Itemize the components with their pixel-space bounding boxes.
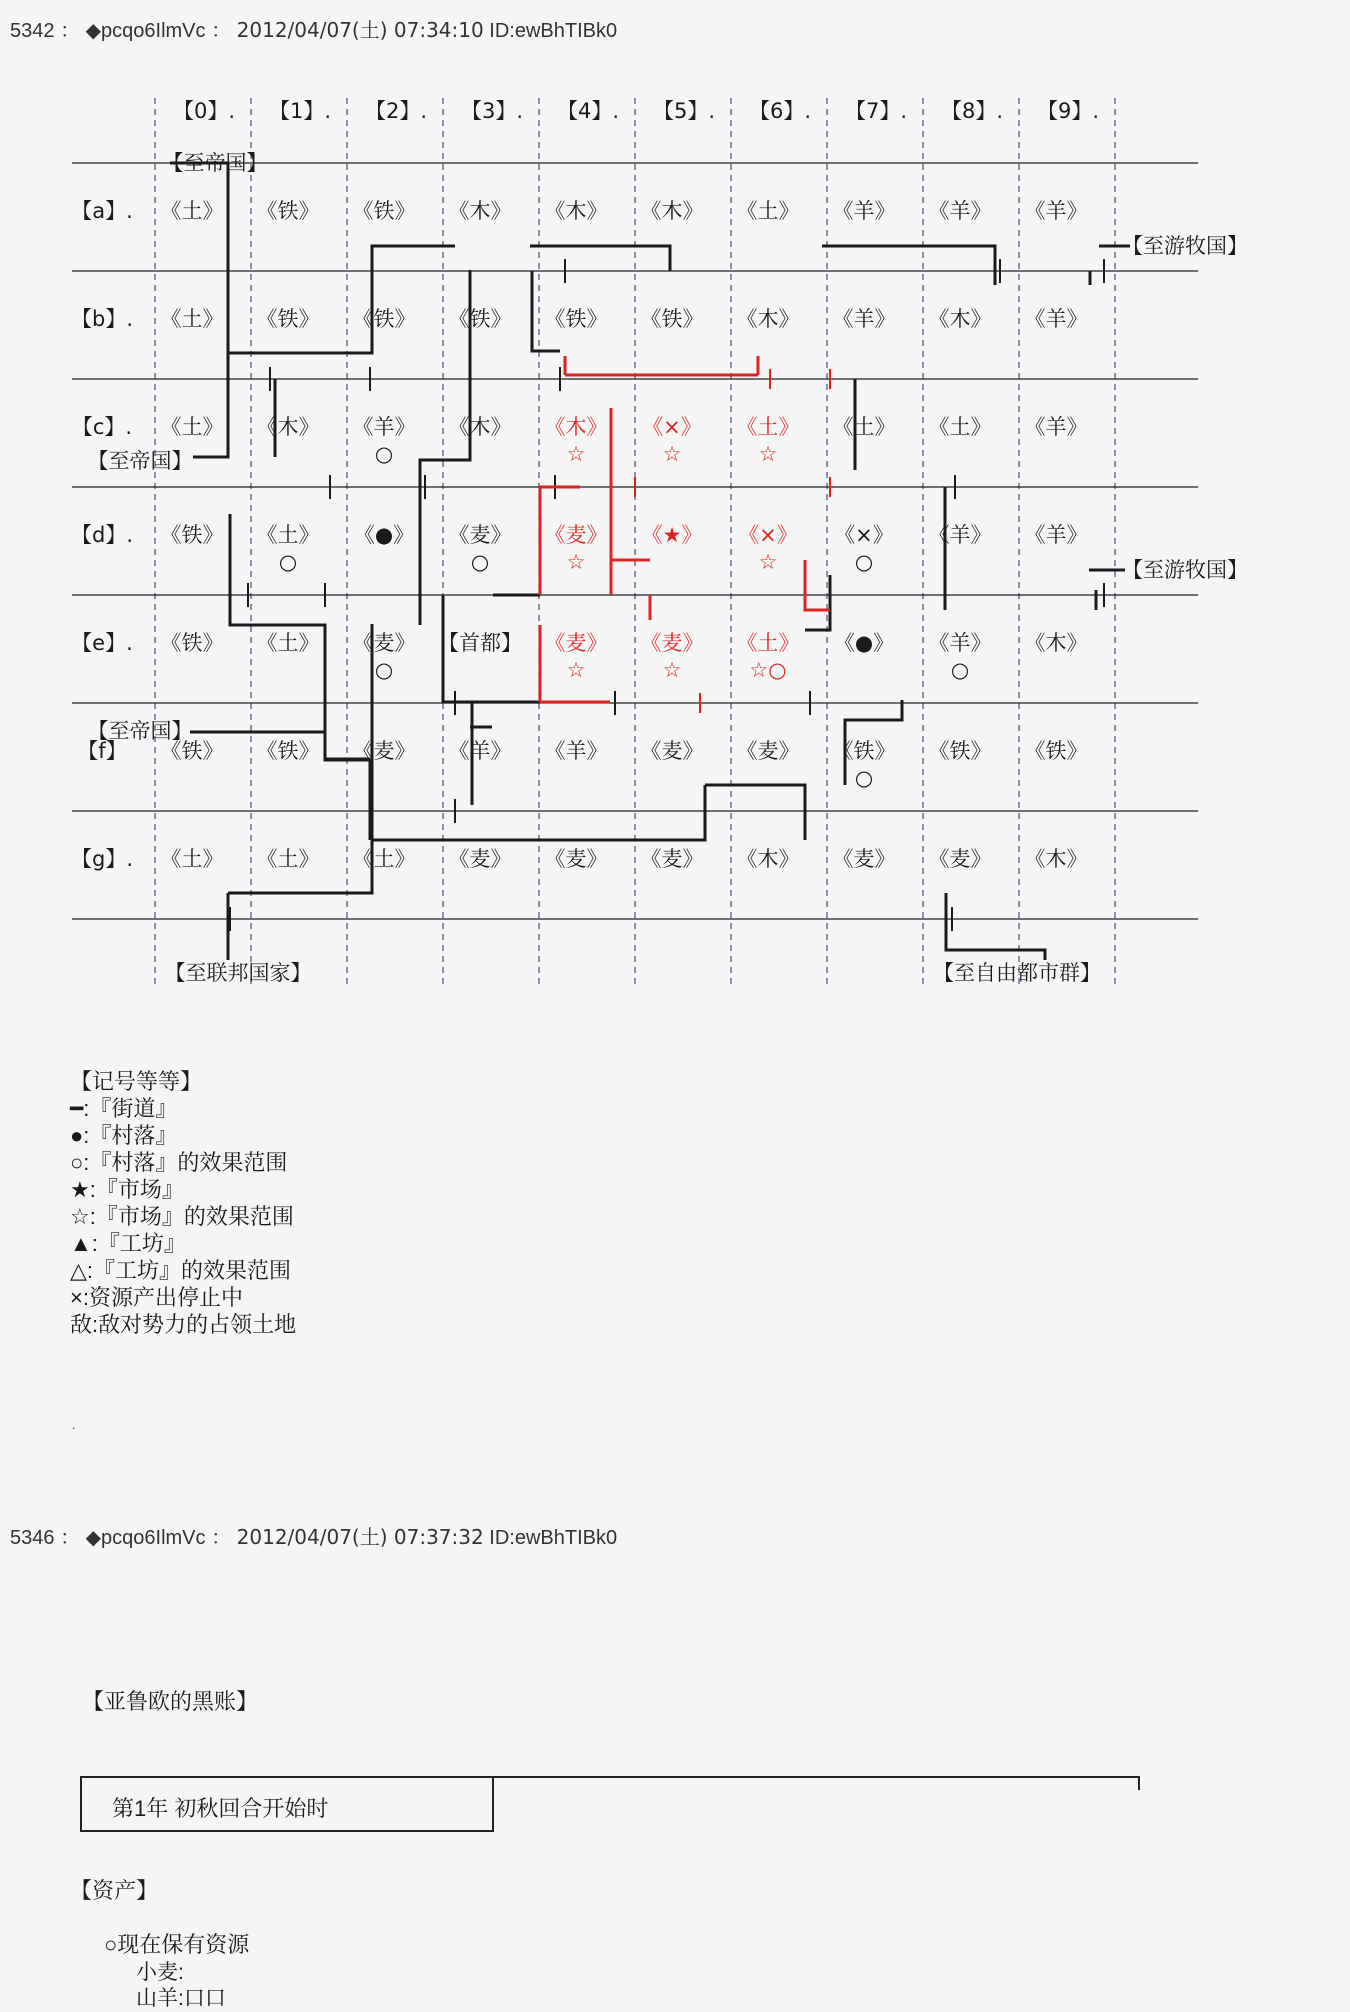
trip-diamond-icon: ◆	[85, 20, 102, 42]
map-cell: 《羊》	[448, 739, 512, 763]
map-cell: 《羊》	[928, 523, 992, 547]
map-cell: 《麦》	[544, 847, 608, 871]
map-labels	[71, 99, 1248, 985]
legend-item: ★:『市场』	[70, 1177, 184, 1202]
map-cell: 《土》	[256, 847, 320, 871]
poster-id: ID:ewBhTIBk0	[489, 20, 618, 42]
road	[530, 246, 670, 271]
column-label: 【6】.	[748, 99, 812, 123]
row-label: 【g】.	[70, 847, 134, 871]
effect-mark: ☆	[758, 442, 778, 466]
map-cell: 《×》	[834, 523, 894, 547]
map-cell: 《铁》	[1024, 739, 1088, 763]
map-cell: 《铁》	[928, 739, 992, 763]
map-cell: 《麦》	[832, 847, 896, 871]
road	[805, 575, 830, 630]
post-header: 5342 ： ◆pcqo6IlmVc ： 2012/04/07(土) 07:34:10 ID:ewBhTIBk0	[10, 18, 618, 42]
map-cell: 《麦》	[928, 847, 992, 871]
map-cell: 《土》	[160, 307, 224, 331]
map-cell: 《铁》	[832, 739, 896, 763]
map-cell: 《麦》	[640, 847, 704, 871]
map-cell: 《★》	[641, 523, 703, 547]
map-cell: 《铁》	[352, 199, 416, 223]
map-cell: 《羊》	[544, 739, 608, 763]
legend-item: ━:『街道』	[70, 1096, 178, 1121]
exit-label-empire: 【至帝国】	[87, 719, 193, 743]
row-label: 【d】.	[70, 523, 134, 547]
road	[946, 893, 1045, 960]
map-cell: 《×》	[642, 415, 702, 439]
map-cell: 《木》	[544, 415, 608, 439]
row-label: 【e】.	[71, 631, 133, 655]
effect-mark: ☆	[758, 550, 778, 574]
map-cell: 《木》	[448, 415, 512, 439]
column-label: 【3】.	[460, 99, 524, 123]
poster-name: pcqo6IlmVc	[101, 1527, 206, 1549]
red-road	[805, 560, 830, 610]
map-cell: 《羊》	[1024, 415, 1088, 439]
legend-item: ×:资源产出停止中	[70, 1285, 243, 1310]
row-label: 【a】.	[71, 199, 133, 223]
map-cell: 《木》	[1024, 847, 1088, 871]
map-cell: 《麦》	[352, 739, 416, 763]
effect-mark: ○	[854, 550, 874, 574]
map-cell: 《羊》	[928, 631, 992, 655]
map-cell: 《麦》	[448, 523, 512, 547]
poster-id: ID:ewBhTIBk0	[489, 1527, 618, 1549]
column-label: 【5】.	[652, 99, 716, 123]
map-cell: 《麦》	[640, 739, 704, 763]
map-cell: 《铁》	[160, 523, 224, 547]
exit-label-federation: 【至联邦国家】	[164, 961, 312, 985]
map-cell: 《土》	[256, 631, 320, 655]
map-cell: 《麦》	[544, 631, 608, 655]
effect-mark: ☆	[566, 658, 586, 682]
effect-mark: ☆○	[749, 658, 787, 682]
row-label: 【f】	[77, 739, 127, 763]
column-label: 【8】.	[940, 99, 1004, 123]
exit-label-empire: 【至帝国】	[162, 151, 268, 175]
map-cell: 《羊》	[352, 415, 416, 439]
map-cell: 《羊》	[1024, 523, 1088, 547]
post-date: 2012/04/07(土) 07:37:32	[236, 1525, 484, 1549]
effect-mark: ☆	[566, 442, 586, 466]
map-cell: 《铁》	[256, 199, 320, 223]
map-cell: 《羊》	[1024, 199, 1088, 223]
effect-mark: ○	[854, 766, 874, 790]
road	[822, 246, 995, 285]
map-cell: 《麦》	[736, 739, 800, 763]
column-label: 【4】.	[556, 99, 620, 123]
poster-name: pcqo6IlmVc	[101, 20, 206, 42]
legend-item: 敌:敌对势力的占领土地	[70, 1312, 297, 1337]
legend	[70, 1068, 296, 1338]
map-cell: 《羊》	[832, 307, 896, 331]
effect-mark: ○	[950, 658, 970, 682]
map-cell: 《木》	[736, 307, 800, 331]
map-cell: 《土》	[736, 415, 800, 439]
map-cell: 《土》	[160, 847, 224, 871]
column-label: 【7】.	[844, 99, 908, 123]
dot: .	[72, 1418, 76, 1432]
post-date: 2012/04/07(土) 07:34:10	[236, 18, 484, 42]
turn-frame-tick	[1138, 1776, 1140, 1790]
map-cell: 《麦》	[544, 523, 608, 547]
map-cell: 《羊》	[928, 199, 992, 223]
resources-title: ○现在保有资源	[104, 1932, 250, 1957]
sheep-line: 山羊:口口	[136, 1987, 226, 2010]
map-cell: 《羊》	[1024, 307, 1088, 331]
map-cell: 《木》	[928, 307, 992, 331]
effect-mark: ○	[374, 658, 394, 682]
legend-item: △:『工坊』的效果范围	[70, 1258, 292, 1283]
map-cell: 《麦》	[352, 631, 416, 655]
map-cell: 《×》	[738, 523, 798, 547]
map-cell: 《铁》	[256, 307, 320, 331]
post-header: 5346 ： ◆pcqo6IlmVc ： 2012/04/07(土) 07:37:32 ID:ewBhTIBk0	[10, 1525, 618, 1549]
exit-label-nomad: 【至游牧国】	[1122, 558, 1248, 582]
map-cell: 《羊》	[832, 199, 896, 223]
map-cell: 《木》	[256, 415, 320, 439]
map-cell: 《麦》	[640, 631, 704, 655]
row-label: 【b】.	[70, 307, 134, 331]
map-cell: 《木》	[448, 199, 512, 223]
exit-label-empire: 【至帝国】	[87, 449, 193, 473]
turn-label: 第1年 初秋回合开始时	[112, 1796, 329, 1821]
exit-label-free-cities: 【至自由都市群】	[933, 961, 1101, 985]
trip-diamond-icon: ◆	[85, 1527, 102, 1549]
map-cell: 《铁》	[640, 307, 704, 331]
wheat-line: 小麦:	[136, 1961, 184, 1984]
map-cell: 《土》	[736, 199, 800, 223]
map-cell: 《铁》	[256, 739, 320, 763]
column-label: 【9】.	[1036, 99, 1100, 123]
effect-mark: ☆	[662, 658, 682, 682]
effect-mark: ☆	[662, 442, 682, 466]
map-cell: 《土》	[256, 523, 320, 547]
map-cell: 《●》	[833, 631, 895, 655]
map-cell: 《木》	[544, 199, 608, 223]
map-cell: 《木》	[640, 199, 704, 223]
map-cell: 《麦》	[448, 847, 512, 871]
effect-mark: ☆	[566, 550, 586, 574]
map-cell: 《土》	[160, 415, 224, 439]
map-cell: 《铁》	[544, 307, 608, 331]
legend-item: ▲:『工坊』	[70, 1231, 186, 1256]
map-cell: 《●》	[353, 523, 415, 547]
map-cell: 《土》	[928, 415, 992, 439]
row-label: 【c】.	[71, 415, 133, 439]
effect-mark: ○	[278, 550, 298, 574]
column-label: 【0】.	[172, 99, 236, 123]
map-cell: 【首都】	[438, 631, 522, 655]
exit-label-nomad: 【至游牧国】	[1122, 234, 1248, 258]
map-cell: 《土》	[352, 847, 416, 871]
assets-title: 【资产】	[70, 1878, 159, 1903]
legend-item: ●:『村落』	[70, 1123, 178, 1148]
legend-item: ○:『村落』的效果范围	[70, 1150, 288, 1175]
map-cell: 《土》	[160, 199, 224, 223]
map-cell: 《铁》	[448, 307, 512, 331]
map-cell: 《铁》	[160, 631, 224, 655]
column-label: 【1】.	[268, 99, 332, 123]
map-cell: 《铁》	[352, 307, 416, 331]
map-cell: 《木》	[1024, 631, 1088, 655]
legend-title: 【记号等等】	[70, 1069, 203, 1094]
legend-item: ☆:『市场』的效果范围	[70, 1204, 294, 1229]
road	[705, 785, 805, 840]
map-cell: 《铁》	[160, 739, 224, 763]
effect-mark: ○	[470, 550, 490, 574]
map-cell: 《木》	[736, 847, 800, 871]
ledger-title: 【亚鲁欧的黑账】	[82, 1689, 259, 1714]
column-label: 【2】.	[364, 99, 428, 123]
map-cell: 《土》	[832, 415, 896, 439]
road	[193, 353, 228, 457]
effect-mark: ○	[374, 442, 394, 466]
map-cell: 《土》	[736, 631, 800, 655]
